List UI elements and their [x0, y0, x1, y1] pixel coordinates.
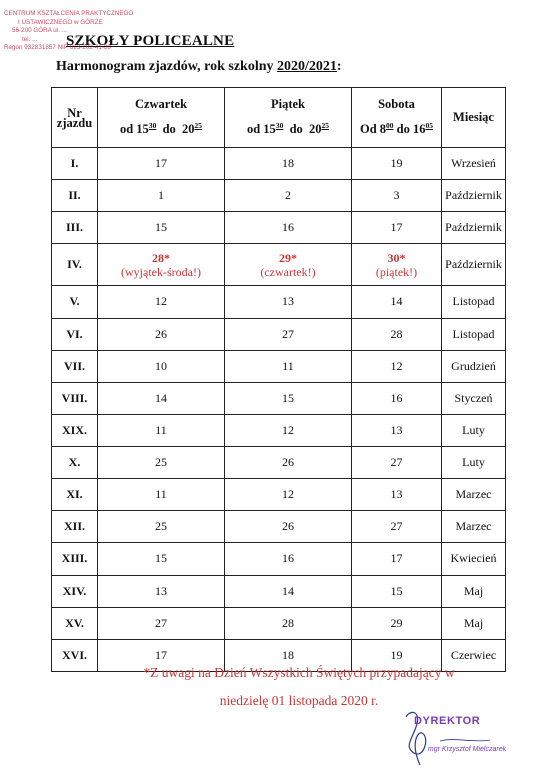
thursday-date: 14 [98, 382, 225, 414]
row-month: Październik [442, 244, 506, 286]
row-number: XIV. [52, 575, 98, 607]
thursday-date: 15 [98, 212, 225, 244]
header-saturday [352, 88, 442, 148]
stamp-line: I USTAWICZNEGO w GÓRZE [18, 18, 103, 26]
row-number: V. [52, 286, 98, 318]
table-row [52, 607, 506, 639]
friday-date: 2 [225, 180, 352, 212]
header-day-label: Piątek [270, 97, 306, 112]
friday-date: 18 [225, 148, 352, 180]
row-number: XII. [52, 511, 98, 543]
row-number: VIII. [52, 382, 98, 414]
row-number: XIII. [52, 543, 98, 575]
director-signature-block [400, 707, 534, 777]
table-row [52, 414, 506, 446]
friday-date: 26 [225, 447, 352, 479]
friday-date: 27 [225, 318, 352, 350]
exception-date: 28* [152, 250, 170, 265]
thursday-date: 17 [98, 639, 225, 671]
row-month: Listopad [442, 286, 506, 318]
subheading-prefix: Harmonogram zjazdów, rok szkolny [56, 59, 278, 74]
thursday-date [98, 244, 225, 286]
friday-date: 12 [225, 479, 352, 511]
stamp-line: 56-200 GÓRA ul. ... [12, 27, 67, 35]
row-number: XIX. [52, 414, 98, 446]
hours-sep: do [156, 122, 183, 137]
saturday-date: 17 [352, 212, 442, 244]
saturday-date: 28 [352, 318, 442, 350]
exception-date: 30* [387, 250, 406, 265]
table-row [52, 575, 506, 607]
header-hours [98, 121, 224, 137]
row-month: Czerwiec [442, 639, 506, 671]
hours-start-min: 00 [386, 121, 394, 131]
table-row [52, 244, 506, 286]
thursday-date: 27 [98, 607, 225, 639]
row-month: Marzec [442, 511, 506, 543]
friday-date: 14 [225, 575, 352, 607]
row-month: Luty [442, 447, 506, 479]
exception-date: 29* [279, 250, 297, 265]
hours-end: 16 [413, 122, 426, 137]
table-row [52, 350, 506, 382]
header-hours [352, 121, 441, 137]
row-number: XI. [52, 479, 98, 511]
hours-start: od 15 [246, 122, 276, 137]
school-year: 2020/2021 [277, 59, 337, 74]
thursday-date: 10 [98, 350, 225, 382]
friday-date: 16 [225, 212, 352, 244]
signature-title: DYREKTOR [414, 715, 481, 727]
thursday-date: 1 [98, 180, 225, 212]
table-row [52, 479, 506, 511]
friday-date: 15 [225, 382, 352, 414]
table-row [52, 511, 506, 543]
row-month: Listopad [442, 318, 506, 350]
subheading-suffix: : [336, 59, 342, 74]
row-number: I. [52, 148, 98, 180]
footnote-line: niedzielę 01 listopada 2020 r. [219, 693, 379, 708]
saturday-date: 13 [352, 479, 442, 511]
table-row [52, 148, 506, 180]
saturday-date: 14 [352, 286, 442, 318]
hours-end-min: 25 [321, 121, 330, 131]
friday-date: 12 [225, 414, 352, 446]
thursday-date: 15 [98, 543, 225, 575]
header-day-label: Sobota [378, 97, 415, 112]
saturday-date: 15 [352, 575, 442, 607]
row-month: Grudzień [442, 350, 506, 382]
row-month: Marzec [442, 479, 506, 511]
row-number: X. [52, 447, 98, 479]
saturday-date: 17 [352, 543, 442, 575]
saturday-date: 27 [352, 447, 442, 479]
hours-end-min: 05 [425, 121, 433, 131]
hours-start-min: 30 [148, 121, 157, 131]
thursday-date: 25 [98, 447, 225, 479]
row-month: Luty [442, 414, 506, 446]
schedule-subheading [56, 59, 342, 75]
hours-sep: do [393, 122, 413, 137]
row-number: III. [52, 212, 98, 244]
row-month: Maj [442, 607, 506, 639]
friday-date: 18 [225, 639, 352, 671]
saturday-date: 19 [352, 639, 442, 671]
hours-end: 20 [309, 122, 322, 137]
stamp-line: CENTRUM KSZTAŁCENIA PRAKTYCZNEGO [4, 10, 134, 17]
friday-date: 16 [225, 543, 352, 575]
header-month: Miesiąc [442, 88, 506, 148]
row-month: Wrzesień [442, 148, 506, 180]
schedule-body [52, 148, 506, 672]
row-number: IV. [52, 244, 98, 286]
hours-start-min: 30 [275, 121, 284, 131]
friday-date: 13 [225, 286, 352, 318]
header-friday [225, 88, 352, 148]
table-row [52, 543, 506, 575]
header-hours [225, 121, 351, 137]
table-header-row [52, 88, 506, 148]
row-number: VI. [52, 318, 98, 350]
row-number: II. [52, 180, 98, 212]
header-nr: Nr zjazdu [52, 88, 98, 148]
saturday-date: 27 [352, 511, 442, 543]
table-row [52, 447, 506, 479]
friday-date: 26 [225, 511, 352, 543]
saturday-date: 19 [352, 148, 442, 180]
friday-date [225, 244, 352, 286]
footnote-line: *Z uwagi na Dzień Wszystkich Świętych przypadający w [143, 665, 455, 680]
stamp-line: tel. ... [22, 35, 38, 43]
saturday-date [352, 244, 442, 286]
saturday-date: 13 [352, 414, 442, 446]
saturday-date: 12 [352, 350, 442, 382]
hours-start: Od 8 [359, 122, 387, 137]
exception-note: (czwartek!) [260, 264, 316, 279]
row-month: Październik [442, 180, 506, 212]
table-row [52, 382, 506, 414]
thursday-date: 11 [98, 414, 225, 446]
hours-sep: do [283, 122, 310, 137]
thursday-date: 11 [98, 479, 225, 511]
row-month: Kwiecień [442, 543, 506, 575]
saturday-date: 29 [352, 607, 442, 639]
exception-note: (wyjątek-środa!) [121, 264, 201, 279]
friday-date: 28 [225, 607, 352, 639]
saturday-date: 16 [352, 382, 442, 414]
table-row [52, 212, 506, 244]
row-number: XVI. [52, 639, 98, 671]
friday-date: 11 [225, 350, 352, 382]
hours-end-min: 25 [194, 121, 203, 131]
document-heading: SZKOŁY POLICEALNE [66, 33, 235, 49]
table-row [52, 318, 506, 350]
row-number: VII. [52, 350, 98, 382]
hours-start: od 15 [119, 122, 149, 137]
schedule-table [51, 87, 506, 672]
row-month: Styczeń [442, 382, 506, 414]
thursday-date: 13 [98, 575, 225, 607]
header-day-label: Czwartek [134, 97, 188, 112]
thursday-date: 12 [98, 286, 225, 318]
saturday-date: 3 [352, 180, 442, 212]
thursday-date: 17 [98, 148, 225, 180]
row-month: Maj [442, 575, 506, 607]
table-row [52, 286, 506, 318]
row-month: Październik [442, 212, 506, 244]
thursday-date: 25 [98, 511, 225, 543]
signature-name: mgr Krzysztof Mielczarek [427, 746, 507, 753]
stamp-line: Regon 932831857 NIP 693-202-41-89 [4, 44, 112, 52]
thursday-date: 26 [98, 318, 225, 350]
row-number: XV. [52, 607, 98, 639]
table-row [52, 180, 506, 212]
exception-note: (piątek!) [375, 264, 418, 279]
header-thursday [98, 88, 225, 148]
hours-end: 20 [182, 122, 195, 137]
